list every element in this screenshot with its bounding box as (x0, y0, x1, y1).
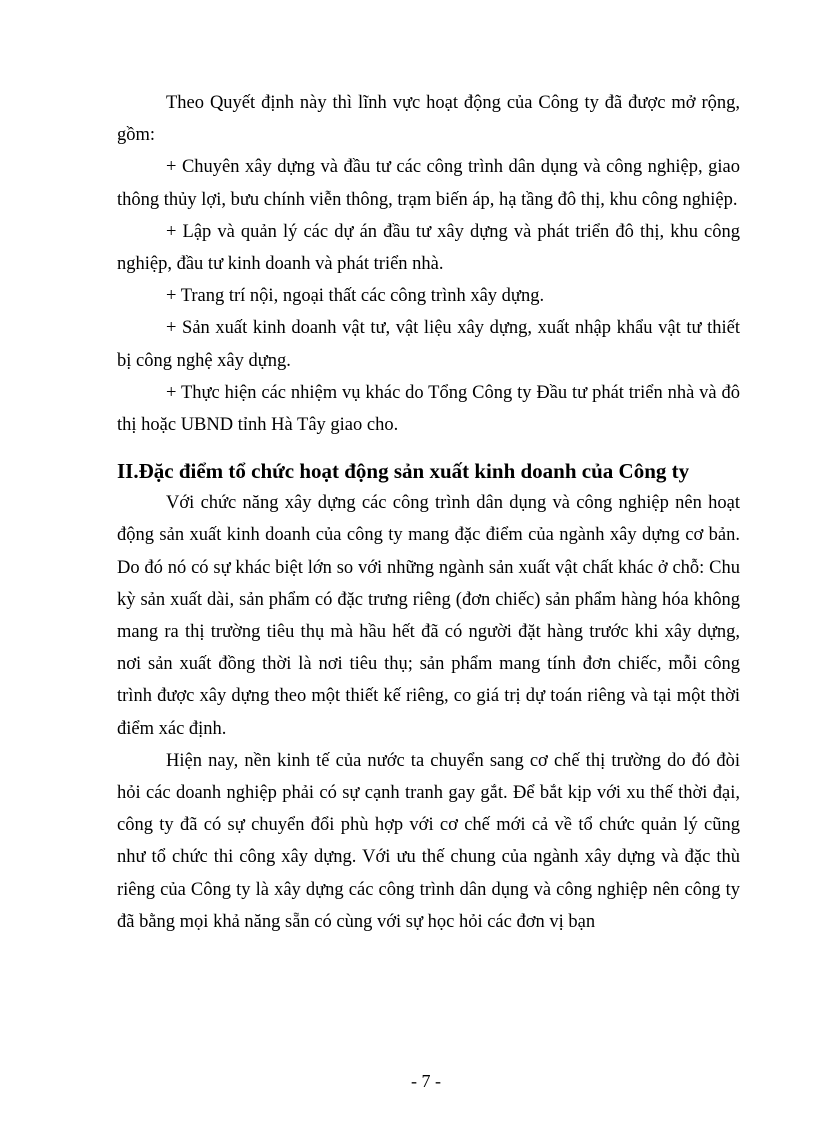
page-body (117, 87, 740, 938)
list-item-materials-trading: + Sản xuất kinh doanh vật tư, vật liệu xây dựng, xuất nhập khẩu vật tư thiết bị công nghệ xây dựng. (117, 318, 740, 371)
list-item-project-management: + Lập và quản lý các dự án đầu tư xây dựng và phát triển đô thị, khu công nghiệp, đầu tư kinh doanh và phát triển nhà. (117, 221, 740, 275)
intro-paragraph: Theo Quyết định này thì lĩnh vực hoạt động của Công ty đã được mở rộng, gồm: (117, 93, 740, 146)
body-paragraph-characteristics: Với chức năng xây dựng các công trình dân dụng và công nghiệp nên hoạt động sản xuất kinh doanh của công ty mang đặc điểm của ngành xây dựng cơ bản. Do đó nó có sự khác biệt lớn so với những ngành sản xuất vật chất khác ở chỗ: Chu kỳ sản xuất dài, sản phẩm có đặc trưng riêng (đơn chiếc) sản phẩm hàng hóa không mang ra thị trường tiêu thụ mà hầu hết đã có người đặt hàng trước khi xây dựng, nơi sản xuất đồng thời là nơi tiêu thụ; sản phẩm mang tính đơn chiếc, mỗi công trình được xây dựng theo một thiết kế riêng, co giá trị dự toán riêng và tại một thời điểm xác định. (117, 493, 740, 739)
page-number: - 7 - (411, 1071, 441, 1091)
list-item-other-tasks: + Thực hiện các nhiệm vụ khác do Tổng Công ty Đầu tư phát triển nhà và đô thị hoặc UBND tỉnh Hà Tây giao cho. (117, 382, 740, 436)
list-item-interior-decoration: + Trang trí nội, ngoại thất các công trình xây dựng. (166, 286, 545, 307)
body-paragraph-current-situation: Hiện nay, nền kinh tế của nước ta chuyển sang cơ chế thị trường do đó đòi hỏi các doanh nghiệp phải có sự cạnh tranh gay gắt. Để bắt kịp với xu thế thời đại, công ty đã có sự chuyển đổi phù hợp với cơ chế mới cả về tổ chức quản lý cũng như tổ chức thi công xây dựng. Với ưu thế chung của ngành xây dựng và đặc thù riêng của Công ty là xây dựng các công trình dân dụng và công nghiệp nên công ty đã bằng mọi khả năng sẵn có cùng với sự học hỏi các đơn vị bạn (117, 750, 740, 932)
list-item-construction-investment: + Chuyên xây dựng và đầu tư các công trình dân dụng và công nghiệp, giao thông thủy lợi, bưu chính viễn thông, trạm biến áp, hạ tầng đô thị, khu công nghiệp. (117, 157, 740, 210)
section-heading: II.Đặc điểm tổ chức hoạt động sản xuất kinh doanh của Công ty (117, 459, 690, 484)
